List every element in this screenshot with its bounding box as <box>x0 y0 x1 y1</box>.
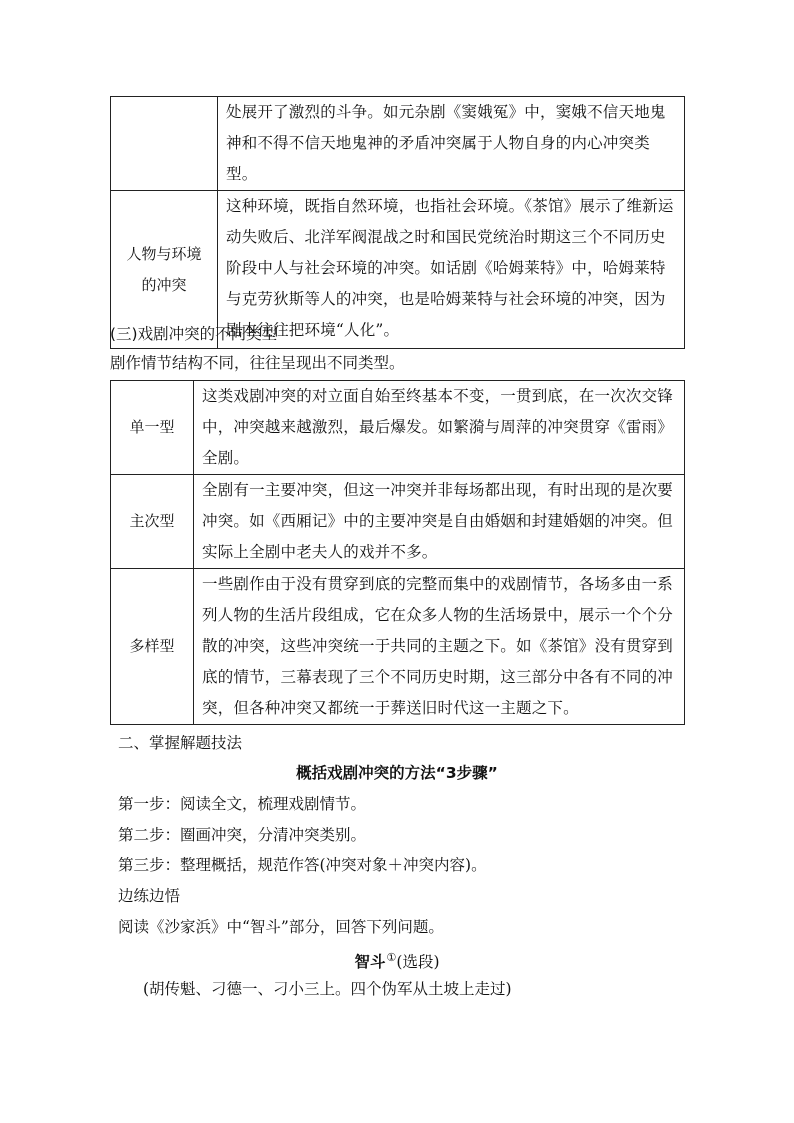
method-title: 概括戏剧冲突的方法“3步骤” <box>296 764 498 782</box>
passage-note: (选段) <box>396 953 440 972</box>
practice-heading: 边练边悟 <box>118 887 181 905</box>
table-text-cell: 全剧有一主要冲突，但这一冲突并非每场都出现，有时出现的是次要冲突。如《西厢记》中的主要冲突是自由婚姻和封建婚姻的冲突。但实际上全剧中老夫人的戏并不多。 <box>194 475 685 569</box>
table-text-cell: 这类戏剧冲突的对立面自始至终基本不变，一贯到底，在一次次交锋中，冲突越来越激烈，最后爆发。如繁漪与周萍的冲突贯穿《雷雨》全剧。 <box>194 381 685 475</box>
conflict-structure-table <box>110 380 685 725</box>
table-label-cell: 单一型 <box>111 381 194 475</box>
section-intro: 剧作情节结构不同，往往呈现出不同类型。 <box>110 354 405 372</box>
stage-direction: (胡传魁、刁德一、刁小三上。四个伪军从土坡上走过) <box>143 980 512 998</box>
table-row <box>111 97 685 191</box>
table-text-cell: 一些剧作由于没有贯穿到底的完整而集中的戏剧情节，各场多由一系列人物的生活片段组成，它在众多人物的生活场景中，展示一个个分散的冲突，这些冲突统一于共同的主题之下。如《茶馆》没有贯穿到底的情节，三幕表现了三个不同历史时期，这三部分中各有不同的冲突，但各种冲突又都统一于葬送旧时代这一主题之下。 <box>194 569 685 725</box>
section-two-heading: 二、掌握解题技法 <box>118 734 243 752</box>
step-one: 第一步：阅读全文，梳理戏剧情节。 <box>118 795 367 813</box>
conflict-types-table-continued <box>110 96 685 349</box>
table-label-cell-empty <box>111 97 218 191</box>
passage-title-line <box>0 946 794 974</box>
passage-title: 智斗 <box>354 953 386 972</box>
table-label-cell: 人物与环境的冲突 <box>111 191 218 349</box>
table-label-cell: 多样型 <box>111 569 194 725</box>
step-two: 第二步：圈画冲突，分清冲突类别。 <box>118 826 367 844</box>
table-row <box>111 569 685 725</box>
footnote-marker: ① <box>386 951 397 964</box>
table-row <box>111 475 685 569</box>
practice-instruction: 阅读《沙家浜》中“智斗”部分，回答下列问题。 <box>118 918 444 936</box>
table-text-cell: 这种环境，既指自然环境，也指社会环境。《茶馆》展示了维新运动失败后、北洋军阀混战之时和国民党统治时期这三个不同历史阶段中人与社会环境的冲突。如话剧《哈姆莱特》中，哈姆莱特与克劳狄斯等人的冲突，也是哈姆莱特与社会环境的冲突，因为剧本往往把环境“人化”。 <box>218 191 685 349</box>
table-row <box>111 381 685 475</box>
step-three: 第三步：整理概括，规范作答(冲突对象＋冲突内容)。 <box>118 856 487 874</box>
table-label-cell: 主次型 <box>111 475 194 569</box>
table-text-cell: 处展开了激烈的斗争。如元杂剧《窦娥冤》中，窦娥不信天地鬼神和不得不信天地鬼神的矛盾冲突属于人物自身的内心冲突类型。 <box>218 97 685 191</box>
section-heading: (三)戏剧冲突的不同类型 <box>110 325 278 343</box>
